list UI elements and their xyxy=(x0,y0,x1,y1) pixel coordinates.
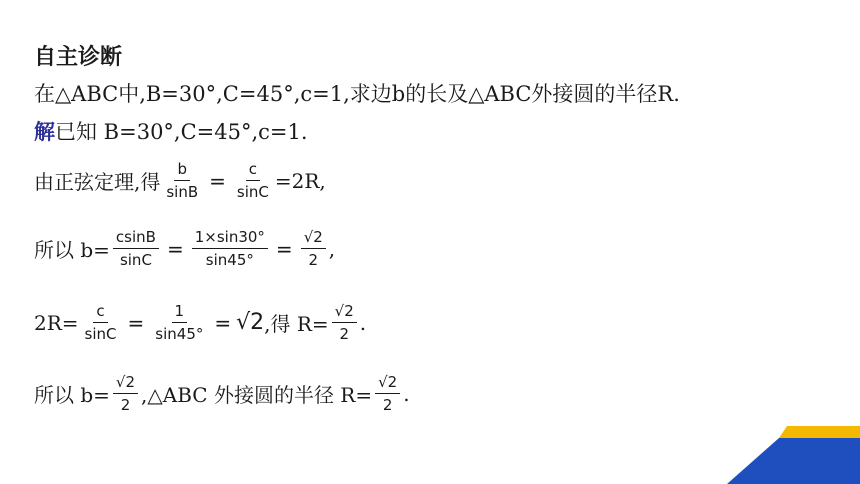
step2-suffix: , xyxy=(328,236,336,261)
step3-suffix: . xyxy=(359,310,367,335)
fraction-numerator: √2 xyxy=(301,228,326,249)
fraction-numerator: csinB xyxy=(113,228,159,249)
step2-prefix: 所以 b= xyxy=(34,238,110,262)
fraction-numerator: 1 xyxy=(172,302,188,323)
blue-stripe xyxy=(727,438,860,484)
fraction-denominator: sin45° xyxy=(205,251,254,269)
fraction-denominator: 2 xyxy=(339,325,349,343)
fraction-denominator: 2 xyxy=(382,396,393,414)
fraction-denominator: sinC xyxy=(236,183,269,201)
step1-prefix: 由正弦定理,得 xyxy=(34,170,161,194)
step4-suffix: . xyxy=(403,381,410,406)
fraction-numerator: √2 xyxy=(332,302,357,323)
fraction-denominator: sinC xyxy=(84,325,117,343)
equals-sign: = xyxy=(127,310,145,335)
solution-label: 解 xyxy=(34,120,55,144)
fraction-denominator: 2 xyxy=(120,396,131,414)
equals-sign: = xyxy=(209,168,226,193)
step3-prefix: 2R= xyxy=(34,310,79,335)
fraction-denominator: sinC xyxy=(119,251,152,269)
section-heading: 自主诊断 xyxy=(34,45,123,70)
fraction-numerator: c xyxy=(93,302,107,323)
equals-sign: = xyxy=(275,236,293,261)
step3-mid: ,得 R= xyxy=(264,312,329,336)
fraction-numerator: c xyxy=(246,160,260,181)
fraction-numerator: √2 xyxy=(375,373,400,394)
equals-sign: = xyxy=(166,236,184,261)
fraction-numerator: b xyxy=(174,160,190,181)
step1-suffix: =2R, xyxy=(274,168,326,193)
fraction-denominator: 2 xyxy=(308,251,319,269)
fraction-denominator: sinB xyxy=(166,183,199,201)
equals-sign: = xyxy=(214,310,232,335)
fraction-denominator: sin45° xyxy=(155,325,204,343)
yellow-stripe xyxy=(779,426,860,438)
fraction-numerator: 1×sin30° xyxy=(192,228,268,249)
fraction-numerator: √2 xyxy=(113,373,138,394)
problem-statement: 在△ABC中,B=30°,C=45°,c=1,求边b的长及△ABC外接圆的半径R. xyxy=(34,82,680,106)
root-two: √2 xyxy=(236,310,265,335)
step4-mid: ,△ABC 外接圆的半径 R= xyxy=(141,383,373,407)
given-text: 已知 B=30°,C=45°,c=1. xyxy=(55,120,308,144)
step4-prefix: 所以 b= xyxy=(34,383,110,407)
